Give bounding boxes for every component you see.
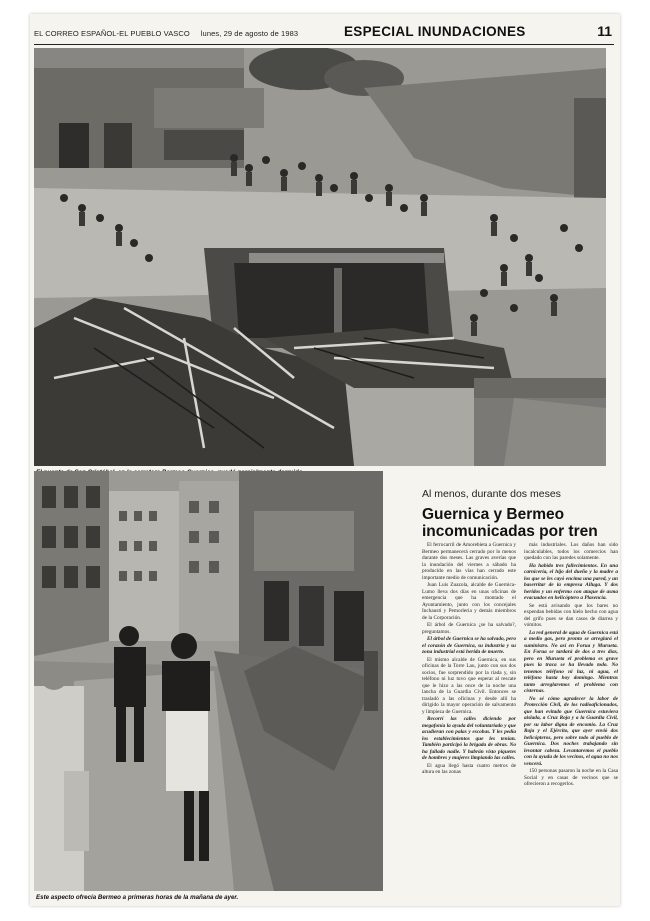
paragraph: El árbol de Guernica ¿se ha salvado?, preguntamos.	[422, 622, 516, 635]
headline-line-1: Guernica y Bermeo	[422, 506, 565, 523]
street-photo-image	[34, 471, 383, 891]
headline-line-2: incomunicadas por tren	[422, 523, 598, 540]
article-header	[422, 488, 614, 540]
paragraph: El agua llegó hasta cuatro metros de altura en las zonas	[422, 762, 516, 775]
bridge-photo	[34, 48, 606, 466]
bottom-photo-caption: Este aspecto ofrecía Bermeo a primeras horas de la mañana de ayer.	[36, 894, 239, 901]
paragraph: Recorrí las calles diciendo por megafonía la ayuda del voluntariado y que acudieran con palas y escobas. Y les pedía los establecimientos que les tenían. También participó la brigada de obras. No ha fallado nadie. Y habrán visto piquetes de hombres y mujeres limpiando las calles.	[422, 716, 516, 761]
article-body	[422, 542, 632, 897]
masthead	[34, 22, 614, 45]
paragraph: 150 personas pasaron la noche en la Casa Social y en casas de vecinos que se ofrecieron a recogerlos.	[524, 768, 618, 787]
bridge-photo-image	[34, 48, 606, 466]
paragraph: El mismo alcalde de Guernica, en sus oficinas de la Torre Lau, junto con sus dos socios, fue sorprendido por la riada y, sin teléfono ni luz tuvo que esperar al rescate que le hizo a las once de la noche una lancha de la Guardia Civil. Entonces se trasladó a las oficinas y desde allí ha dirigido la mayor operación de salvamento y limpieza de Guernica.	[422, 656, 516, 715]
paragraph: Juan Luis Zuazola, alcalde de Guernica-Lumo lleva dos días en unas oficinas de emergencia que ha montado el Ayuntamiento, junto con los concejales Inchausti y Pemorleria y demás miembros de la Corporación.	[422, 582, 516, 621]
masthead-publication-date: EL CORREO ESPAÑOL-EL PUEBLO VASCO lunes, 29 de agosto de 1983	[34, 29, 299, 38]
paragraph: Se está avisando que los bares no expendan bebidas con hielo hecho con agua del grifo pues se dan casos de diarrea y vómitos.	[524, 602, 618, 628]
paragraph: No sé cómo agradecer la labor de Protección Civil, de los radioaficionados, que han evitado que Guernica estuviera aislada, a Cruz Roja y a la Guardia Civil, por su labor digna de encomio. La Cruz Roja y el Ejército, que ayer envió dos helicópteros, pero sobre todo al pueblo de Guernica. Dos noches trabajando sin levantar cabeza. Levantaremos el pueblo con la ayuda de los vecinos, el agua no nos vencerá.	[524, 695, 618, 767]
street-photo	[34, 471, 383, 891]
paragraph: más industriales. Los daños han sido incalculables, todos los comercios han quedado con las paredes solamente.	[524, 542, 618, 561]
section-title: ESPECIAL INUNDACIONES	[344, 24, 526, 39]
newspaper-page	[30, 14, 620, 906]
article-headline	[422, 506, 614, 540]
article-column-2	[524, 542, 618, 897]
article-column-1	[422, 542, 516, 897]
paragraph: La red general de agua de Guernica está a medio gas, pero pronto se arreglará el suministro. No así en Forua y Murueta. En Forua se tardará de dos a tres días, pero en Murueta el problema es grave pues la traca se ha llevado todo. No tenemos teléfono ni luz, ni agua, el teléfono hasta hoy domingo. Mientras tanto arreglaremos el problema con cisternas.	[524, 629, 618, 694]
article-kicker: Al menos, durante dos meses	[422, 488, 561, 500]
paragraph: El ferrocarril de Amorebieta a Guernica y Bermeo permanecerá cerrado por lo menos durante dos meses. Las graves averías que la inundación del viernes a sábado ha producido en las vías han cerrado este importante medio de comunicación.	[422, 542, 516, 581]
paragraph: El árbol de Guernica se ha salvado, pero el corazón de Guernica, su industria y su zona industrial está herida de muerte.	[422, 636, 516, 655]
paragraph: Ha habido tres fallecimientos. En una carnicería, el hijo del dueño y la madre a los que se les cayó encima una pared, y un baserritar de la empresa Alluga. Y dos heridos y un enfermo con ataque de asma evacuados en helicóptero a Plasencia.	[524, 562, 618, 601]
page-number: 11	[597, 23, 612, 39]
